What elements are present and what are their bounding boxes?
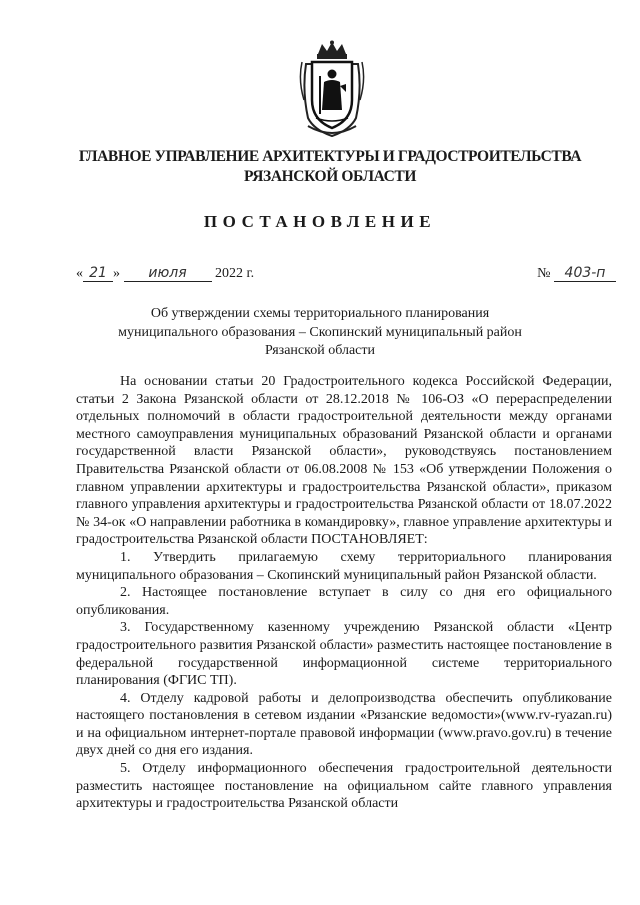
item-5-paragraph: 5. Отделу информационного обеспечения градостроительной деятельности разместить настоящее постановление на официальном сайте главного управления архитектуры и градостроительства Рязанской области: [76, 761, 612, 812]
date-open-quote: «: [76, 266, 83, 281]
item-3-paragraph: 3. Государственному казенному учреждению Рязанской области «Центр градостроительного развития Рязанской области» разместить настоящее постановление в федеральной государственной информационной системе территориального планирования (ФГИС ТП).: [76, 620, 612, 689]
date-day: 21: [83, 266, 113, 282]
org-name-line1: ГЛАВНОЕ УПРАВЛЕНИЕ АРХИТЕКТУРЫ И ГРАДОСТРОИТЕЛЬСТВА: [78, 148, 582, 165]
date-close-quote: »: [113, 266, 120, 281]
item-1-paragraph: 1. Утвердить прилагаемую схему территориального планирования муниципального образования – Скопинский муниципальный район Рязанской области.: [76, 549, 612, 583]
subject-line2: муниципального образования – Скопинский муниципальный район: [118, 324, 522, 340]
coat-of-arms-icon: [298, 40, 366, 140]
document-number: [537, 266, 616, 282]
date-month: июля: [124, 266, 212, 282]
number-prefix: №: [537, 266, 551, 281]
item-4-paragraph: 4. Отделу кадровой работы и делопроизводства обеспечить опубликование настоящего постановления в сетевом издании «Рязанские ведомости»(www.rv-ryazan.ru) и на официальном интернет-портале правовой информации (www.pravo.gov.ru) в течение двух дней со дня его издания.: [76, 690, 612, 759]
document-date: [76, 266, 254, 282]
date-year: 2022 г.: [215, 266, 255, 281]
preamble-paragraph: На основании статьи 20 Градостроительного кодекса Российской Федерации, статьи 2 Закона Рязанской области от 28.12.2018 № 106-ОЗ «О перераспределении отдельных полномочий в области градостроительной деятельности между органами местного самоуправления муниципальных образований Рязанской области и органами государственной власти Рязанской области», руководствуясь постановлением Правительства Рязанской области от 06.08.2008 № 153 «Об утверждении Положения о главном управлении архитектуры и градостроительства Рязанской области», приказом главного управления архитектуры и градостроительства Рязанской области от 18.07.2022 № 34-ок «О направлении работника в командировку», главное управление архитектуры и градостроительства Рязанской области ПОСТАНОВЛЯЕТ:: [76, 374, 612, 548]
number-value: 403-п: [554, 266, 616, 282]
subject-line1: Об утверждении схемы территориального планирования: [150, 306, 490, 321]
document-subject: [90, 305, 550, 361]
item-2-paragraph: 2. Настоящее постановление вступает в силу со дня его официального опубликования.: [76, 585, 612, 618]
document-type-title: ПОСТАНОВЛЕНИЕ: [203, 212, 437, 231]
org-name-line2: РЯЗАНСКОЙ ОБЛАСТИ: [243, 168, 417, 185]
subject-line3: Рязанской области: [264, 343, 376, 358]
date-number-line: [76, 266, 616, 288]
document-body: [76, 373, 612, 813]
